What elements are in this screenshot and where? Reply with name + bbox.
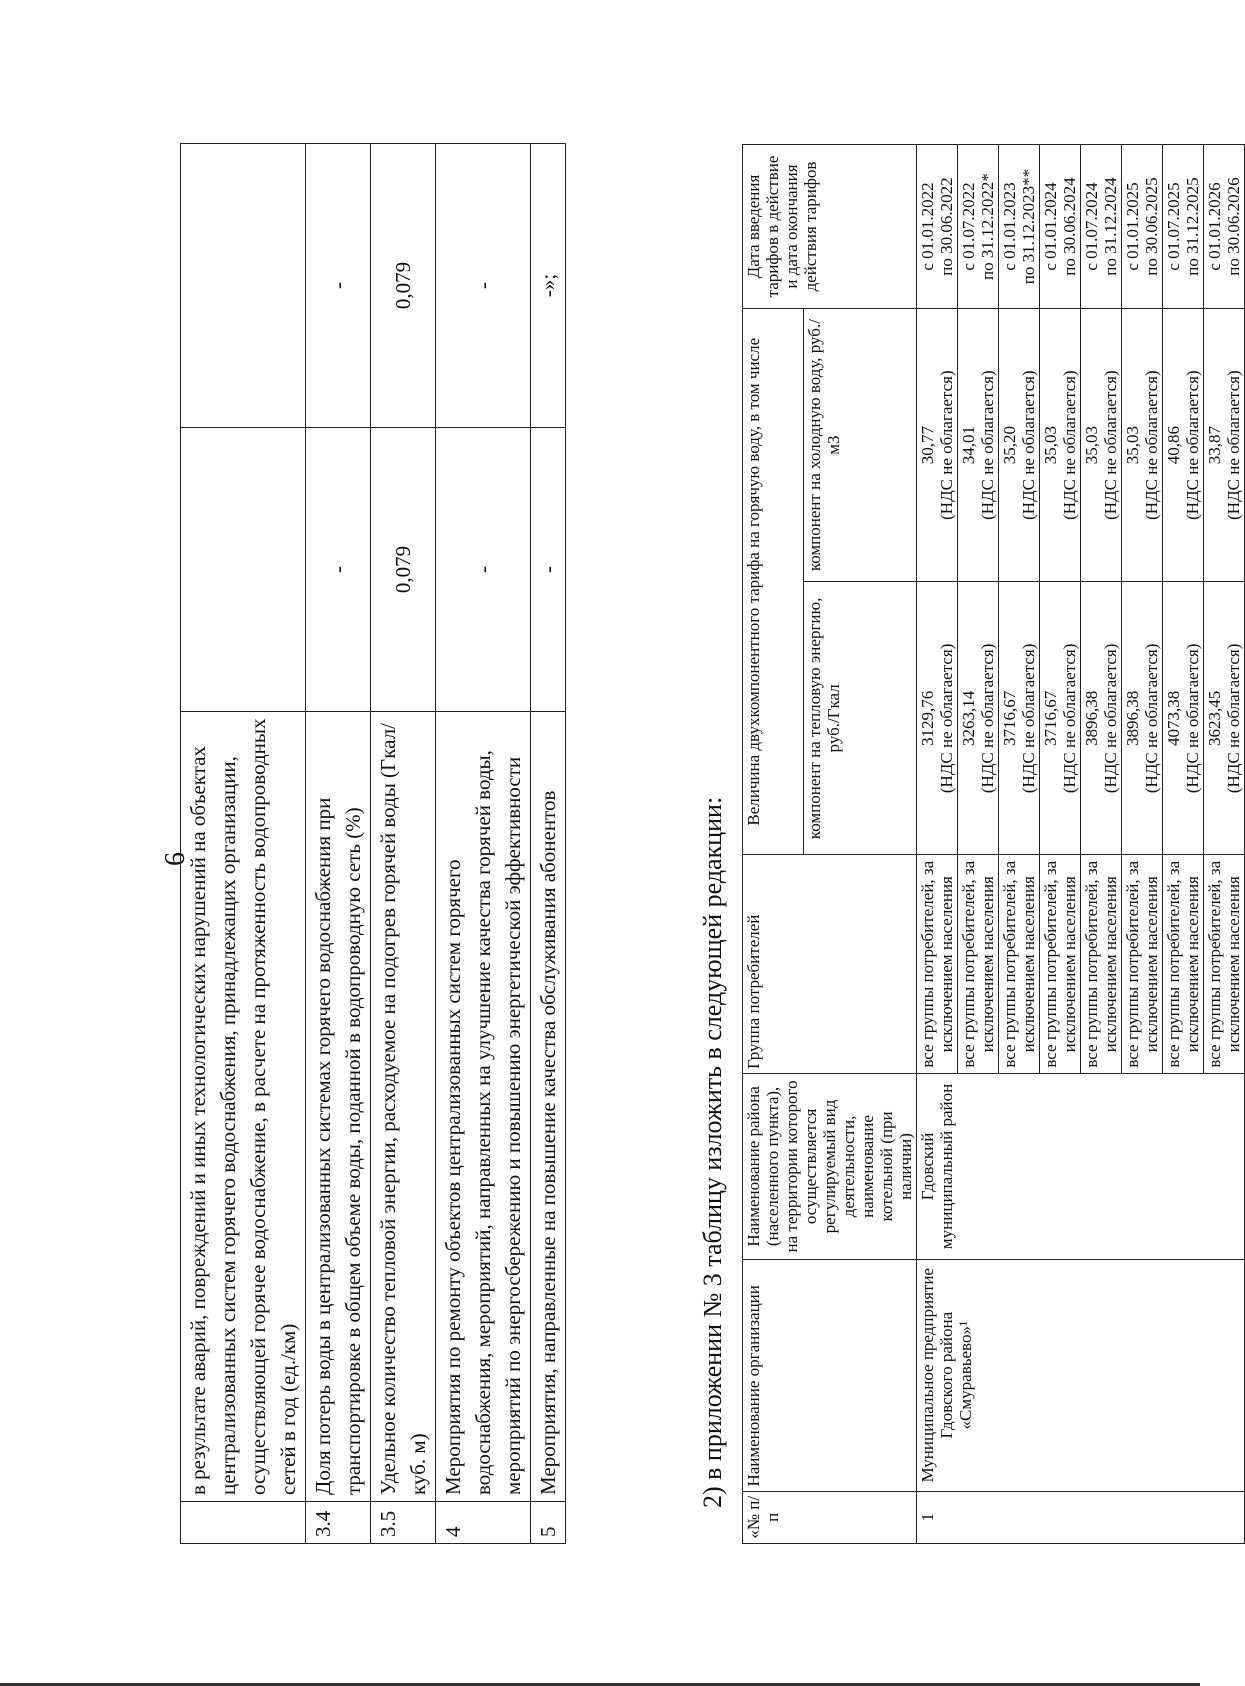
indicator-text: Доля потерь воды в централизованных системах горячего водоснабжения при транспортировке в общем объеме воды, поданной в водопроводную сеть (%) xyxy=(306,712,371,1502)
header-group: Группа потребителей xyxy=(743,855,917,1074)
row-number xyxy=(181,1502,306,1544)
cold-component: 35,03 (НДС не облагается) xyxy=(1040,309,1081,582)
value-cell: -»; xyxy=(531,144,566,428)
consumer-group: все группы потребителей, за исключением населения xyxy=(1122,855,1163,1074)
value-cell xyxy=(181,144,306,428)
row-number: 5 xyxy=(531,1502,566,1544)
consumer-group: все группы потребителей, за исключением населения xyxy=(1040,855,1081,1074)
value-cell: - xyxy=(306,144,371,428)
heat-component: 3129,76 (НДС не облагается) xyxy=(917,582,958,855)
page-number: 6 xyxy=(160,852,191,866)
date-range: с 01.07.2024 по 31.12.2024 xyxy=(1081,145,1122,309)
cold-component: 35,03 (НДС не облагается) xyxy=(1122,309,1163,582)
value-cell: - xyxy=(306,428,371,712)
heat-component: 3896,38 (НДС не облагается) xyxy=(1081,582,1122,855)
indicators-table xyxy=(180,143,566,1544)
date-range: с 01.07.2022 по 31.12.2022* xyxy=(958,145,999,309)
row-number: 4 xyxy=(436,1502,531,1544)
value-cell: 0,079 xyxy=(371,428,436,712)
date-range: с 01.01.2023 по 31.12.2023** xyxy=(999,145,1040,309)
header-org: Наименование организации xyxy=(743,1259,917,1491)
date-range: с 01.01.2025 по 30.06.2025 xyxy=(1122,145,1163,309)
value-cell: - xyxy=(531,428,566,712)
value-cell: 0,079 xyxy=(371,144,436,428)
district-name: Гдовский муниципальный район xyxy=(917,1074,1245,1260)
tariff-table xyxy=(742,144,1245,1544)
consumer-group: все группы потребителей, за исключением населения xyxy=(999,855,1040,1074)
date-range: с 01.01.2024 по 30.06.2024 xyxy=(1040,145,1081,309)
row-number: 3.4 xyxy=(306,1502,371,1544)
cold-component: 40,86 (НДС не облагается) xyxy=(1163,309,1204,582)
header-value: Величина двухкомпонентного тарифа на горячую воду, в том числе xyxy=(743,309,804,855)
header-date: Дата введения тарифов в действие и дата окончания действия тарифов xyxy=(743,145,917,309)
table-row xyxy=(436,144,531,1544)
consumer-group: все группы потребителей, за исключением населения xyxy=(958,855,999,1074)
header-num: «№ п/п xyxy=(743,1491,917,1543)
table-row xyxy=(371,144,436,1544)
consumer-group: все группы потребителей, за исключением населения xyxy=(1163,855,1204,1074)
date-range: с 01.07.2025 по 31.12.2025 xyxy=(1163,145,1204,309)
table-row xyxy=(531,144,566,1544)
organization-name: Муниципальное предприятие Гдовского района «Смуравьево»¹ xyxy=(917,1259,1245,1491)
indicator-text: Мероприятия по ремонту объектов централизованных систем горячего водоснабжения, мероприятий, направленных на улучшение качества горячей воды, мероприятий по энергосбережению и повышению энергетической эффективности xyxy=(436,712,531,1502)
value-cell: - xyxy=(436,144,531,428)
heat-component: 3623,45 (НДС не облагается) xyxy=(1204,582,1245,855)
section-heading: 2) в приложении № 3 таблицу изложить в следующей редакции: xyxy=(698,796,727,1508)
row-number: 1 xyxy=(917,1491,1245,1543)
header-heat: компонент на тепловую энергию, руб./Гкал xyxy=(803,582,916,855)
heat-component: 3896,38 (НДС не облагается) xyxy=(1122,582,1163,855)
table-row xyxy=(917,145,958,1544)
header-cold: компонент на холодную воду, руб./м3 xyxy=(803,309,916,582)
indicator-text: Удельное количество тепловой энергии, расходуемое на подогрев горячей воды (Гкал/куб. м) xyxy=(371,712,436,1502)
consumer-group: все группы потребителей, за исключением населения xyxy=(917,855,958,1074)
consumer-group: все группы потребителей, за исключением населения xyxy=(1204,855,1245,1074)
header-district: Наименование района (населенного пункта), на территории которого осуществляется регулируемый вид деятельности, наименование котельной (при наличии) xyxy=(743,1074,917,1260)
indicator-text: Мероприятия, направленные на повышение качества обслуживания абонентов xyxy=(531,712,566,1502)
heat-component: 3716,67 (НДС не облагается) xyxy=(999,582,1040,855)
heat-component: 4073,38 (НДС не облагается) xyxy=(1163,582,1204,855)
cold-component: 34,01 (НДС не облагается) xyxy=(958,309,999,582)
table-row xyxy=(181,144,306,1544)
heat-component: 3716,67 (НДС не облагается) xyxy=(1040,582,1081,855)
table-row xyxy=(306,144,371,1544)
value-cell xyxy=(181,428,306,712)
value-cell: - xyxy=(436,428,531,712)
consumer-group: все группы потребителей, за исключением населения xyxy=(1081,855,1122,1074)
indicator-text: в результате аварий, повреждений и иных технологических нарушений на объектах централизованных систем горячего водоснабжения, принадлежащих организации, осуществляющей горячее водоснабжение, в расчете на протяженность водопроводных сетей в год (ед./км) xyxy=(181,712,306,1502)
heat-component: 3263,14 (НДС не облагается) xyxy=(958,582,999,855)
cold-component: 33,87 (НДС не облагается) xyxy=(1204,309,1245,582)
header-row xyxy=(743,145,804,1544)
row-number: 3.5 xyxy=(371,1502,436,1544)
date-range: с 01.01.2022 по 30.06.2022 xyxy=(917,145,958,309)
date-range: с 01.01.2026 по 30.06.2026 xyxy=(1204,145,1245,309)
cold-component: 35,20 (НДС не облагается) xyxy=(999,309,1040,582)
cold-component: 35,03 (НДС не облагается) xyxy=(1081,309,1122,582)
cold-component: 30,77 (НДС не облагается) xyxy=(917,309,958,582)
